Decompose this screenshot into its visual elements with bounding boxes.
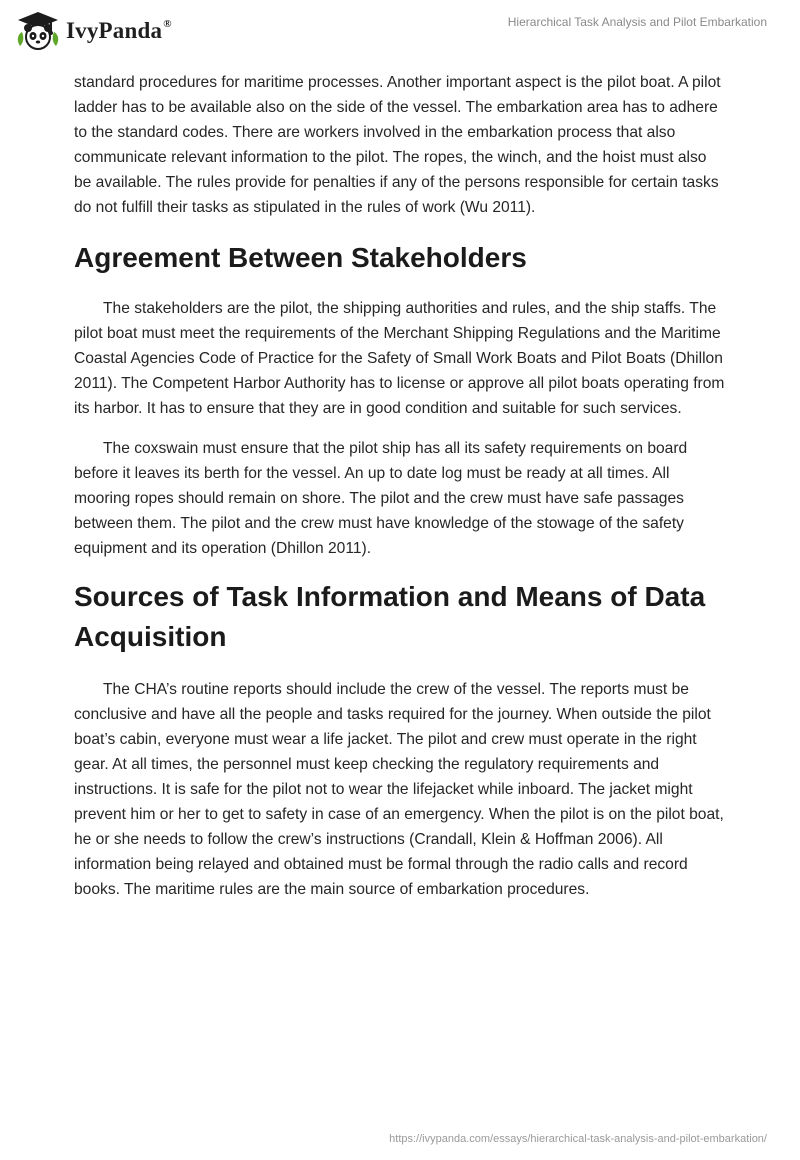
paragraph: standard procedures for maritime processes. Another important aspect is the pilot boat. A pilot ladder has to be available also on the side of the vessel. The embarkation area has to adhere to the standard codes. There are workers involved in the embarkation process that also communicate relevant information to the pilot. The ropes, the winch, and the hoist must also be available. The rules provide for penalties if any of the persons responsible for certain tasks do not fulfill their tasks as stipulated in the rules of work (Wu 2011). bbox=[74, 74, 721, 216]
panda-graduate-icon bbox=[16, 10, 60, 52]
paragraph: The CHA’s routine reports should include the crew of the vessel. The reports must be conclusive and have all the people and tasks required for the journey. When outside the pilot boat’s cabin, everyone must wear a life jacket. The pilot and crew must operate in the right gear. At all times, the personnel must keep checking the regulatory requirements and instructions. It is safe for the pilot not to wear the lifejacket while inboard. The jacket might prevent him or her to get to safety in case of an emergency. When the pilot is on the pilot boat, he or she needs to follow the crew’s instructions (Crandall, Klein & Hoffman 2006). All information being relayed and obtained must be formal through the radio calls and record books. The maritime rules are the main source of embarkation procedures. bbox=[74, 681, 724, 898]
paragraph: The coxswain must ensure that the pilot ship has all its safety requirements on board before it leaves its berth for the vessel. An up to date log must be ready at all times. All mooring ropes should remain on shore. The pilot and the crew must have safe passages between them. The pilot and the crew must have knowledge of the stowage of the safety equipment and its operation (Dhillon 2011). bbox=[74, 440, 688, 557]
section-heading: Sources of Task Information and Means of Data Acquisition bbox=[74, 581, 706, 652]
paragraph: The stakeholders are the pilot, the shipping authorities and rules, and the ship staffs. The pilot boat must meet the requirements of the Merchant Shipping Regulations and the Maritime Coastal Agencies Code of Practice for the Safety of Small Work Boats and Pilot Boats (Dhillon 2011). The Competent Harbor Authority has to license or approve all pilot boats operating from its harbor. It has to ensure that they are in good condition and suitable for such services. bbox=[74, 300, 725, 417]
page-header bbox=[0, 0, 800, 62]
document-title: Hierarchical Task Analysis and Pilot Embarkation bbox=[507, 15, 767, 29]
registered-mark: ® bbox=[163, 18, 172, 30]
site-logo[interactable] bbox=[16, 10, 172, 52]
section-heading: Agreement Between Stakeholders bbox=[74, 242, 527, 273]
source-url[interactable]: https://ivypanda.com/essays/hierarchical-task-analysis-and-pilot-embarkation/ bbox=[389, 1133, 767, 1145]
brand-name: IvyPanda® bbox=[66, 18, 172, 43]
essay-body bbox=[74, 70, 726, 902]
